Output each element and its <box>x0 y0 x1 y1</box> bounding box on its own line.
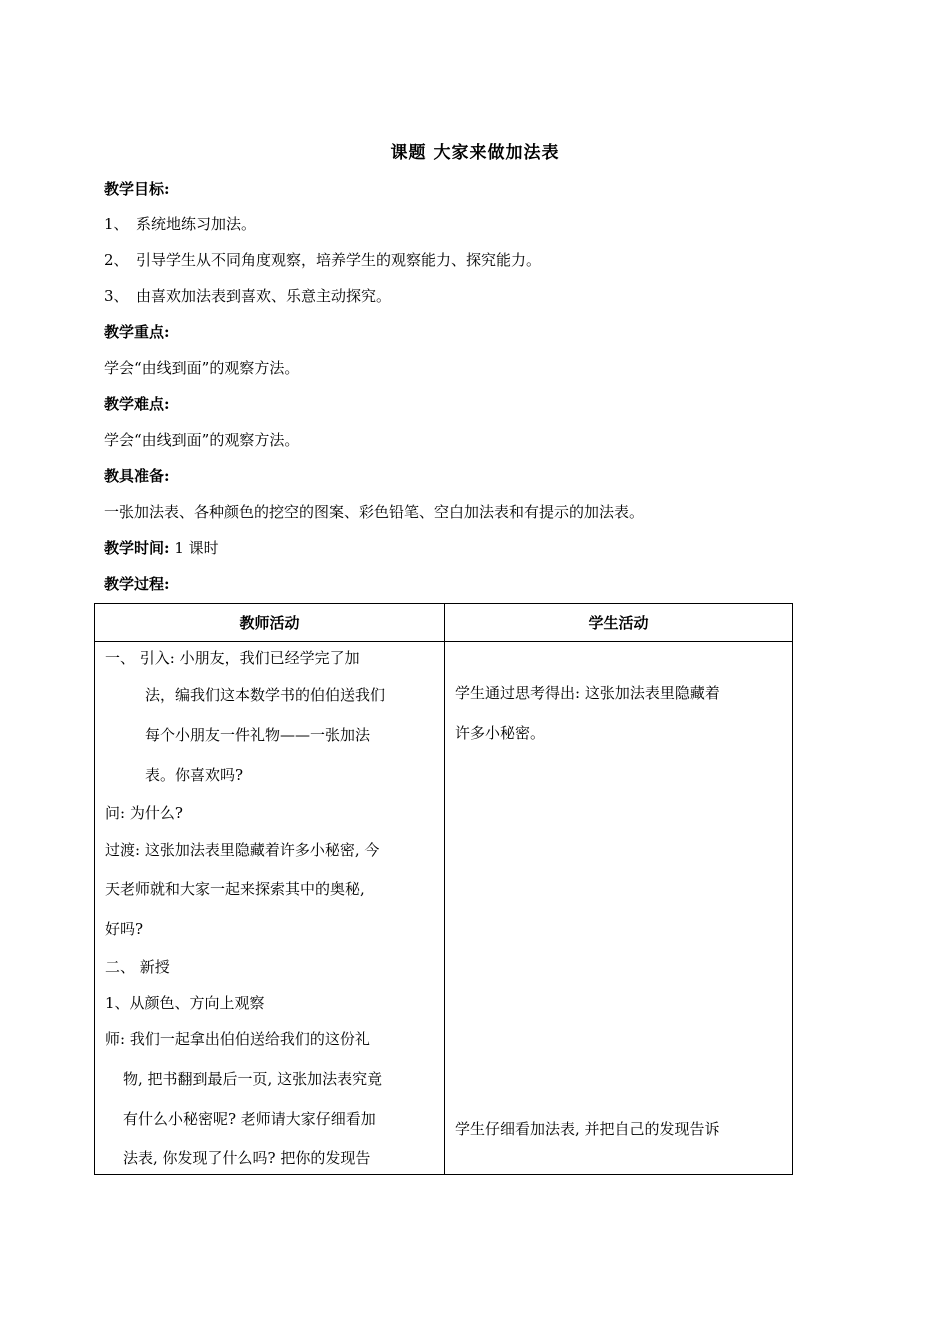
teacher-line: 问: 为什么? <box>105 804 183 822</box>
table-row <box>95 642 793 1175</box>
materials-heading: 教具准备: <box>104 467 170 485</box>
objective-number: 3、 <box>104 287 129 305</box>
teacher-line: 二、 新授 <box>105 958 170 976</box>
teacher-line: 有什么小秘密呢? 老师请大家仔细看加 <box>123 1110 376 1128</box>
process-heading: 教学过程: <box>104 575 170 593</box>
teacher-line: 好吗? <box>105 920 144 938</box>
lesson-process-table <box>94 603 793 1175</box>
objective-text: 由喜欢加法表到喜欢、乐意主动探究。 <box>136 287 392 305</box>
student-line: 学生仔细看加法表, 并把自己的发现告诉 <box>455 1120 720 1138</box>
difficulty-text: 学会“由线到面”的观察方法。 <box>104 431 300 449</box>
objective-text: 系统地练习加法。 <box>136 215 257 233</box>
objectives-heading: 教学目标: <box>104 180 170 198</box>
student-line: 许多小秘密。 <box>455 724 546 742</box>
teacher-activity-cell <box>95 642 445 1175</box>
materials-text: 一张加法表、各种颜色的挖空的图案、彩色铅笔、空白加法表和有提示的加法表。 <box>104 503 645 521</box>
page-title: 课题 大家来做加法表 <box>390 143 560 163</box>
time-text: 1 课时 <box>174 539 219 557</box>
teacher-line: 一、 引入: 小朋友，我们已经学完了加 <box>105 649 360 667</box>
teacher-line: 表。你喜欢吗? <box>145 766 244 784</box>
difficulty-heading: 教学难点: <box>104 395 170 413</box>
teacher-line: 过渡: 这张加法表里隐藏着许多小秘密, 今 <box>105 841 380 859</box>
objective-number: 1、 <box>104 215 129 233</box>
teacher-line: 法，编我们这本数学书的伯伯送我们 <box>145 686 386 704</box>
objective-item <box>104 213 256 234</box>
student-line: 学生通过思考得出: 这张加法表里隐藏着 <box>455 684 720 702</box>
objective-number: 2、 <box>104 251 129 269</box>
teacher-line: 天老师就和大家一起来探索其中的奥秘, <box>105 880 365 898</box>
objective-text: 引导学生从不同角度观察，培养学生的观察能力、探究能力。 <box>136 251 542 269</box>
student-activity-header: 学生活动 <box>445 604 793 642</box>
teacher-line: 1、从颜色、方向上观察 <box>105 994 265 1012</box>
teacher-line: 法表, 你发现了什么吗? 把你的发现告 <box>123 1149 371 1167</box>
student-activity-cell <box>445 642 793 1175</box>
time-row <box>104 537 219 558</box>
key-point-heading: 教学重点: <box>104 323 170 341</box>
table-header-row <box>95 604 793 642</box>
key-point-text: 学会“由线到面”的观察方法。 <box>104 359 300 377</box>
teacher-line: 每个小朋友一件礼物——一张加法 <box>145 726 371 744</box>
teacher-line: 物, 把书翻到最后一页, 这张加法表究竟 <box>123 1070 383 1088</box>
objective-item <box>104 249 541 270</box>
time-heading: 教学时间: <box>104 539 170 557</box>
teacher-activity-header: 教师活动 <box>95 604 445 642</box>
objective-item <box>104 285 391 306</box>
teacher-line: 师: 我们一起拿出伯伯送给我们的这份礼 <box>105 1030 370 1048</box>
